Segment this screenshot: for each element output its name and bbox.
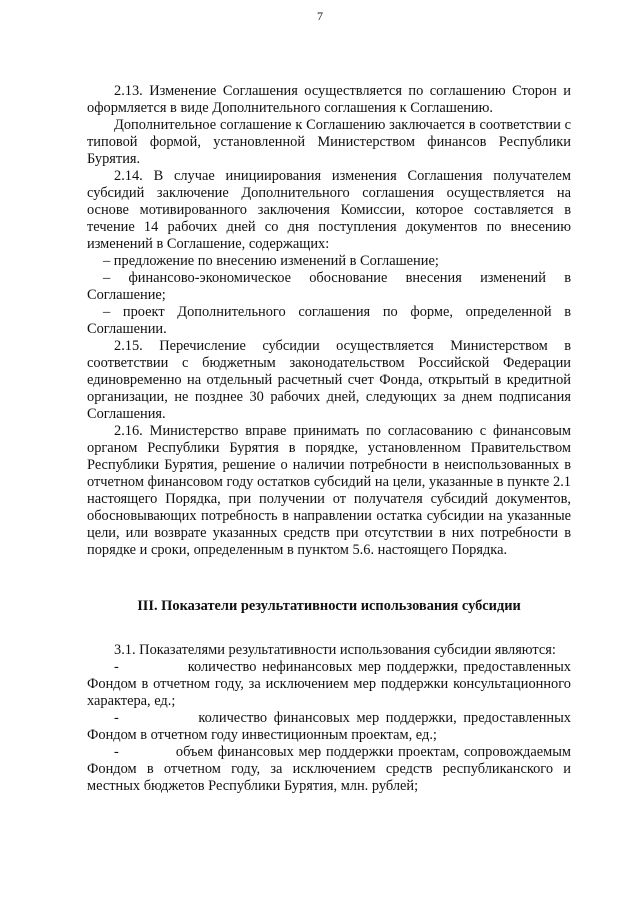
- paragraph-2-13: 2.13. Изменение Соглашения осуществляется по соглашению Сторон и оформляется в виде Дополнительного соглашения к Соглашению.: [87, 83, 571, 116]
- dash-item-justification: – финансово-экономическое обоснование внесения изменений в Соглашение;: [87, 270, 571, 303]
- page-number: 7: [317, 9, 323, 23]
- paragraph-3-1: 3.1. Показателями результативности использования субсидии являются:: [114, 642, 556, 658]
- list-item-nonfinancial-measures: - количество нефинансовых мер поддержки, предоставленных Фондом в отчетном году, за исключением мер поддержки консультационного характера, ед.;: [87, 659, 575, 709]
- list-item-financial-measures: - количество финансовых мер поддержки, предоставленных Фондом в отчетном году инвестиционным проектам, ед.;: [87, 710, 575, 743]
- dash-item-draft: – проект Дополнительного соглашения по форме, определенной в Соглашении.: [87, 304, 571, 337]
- paragraph-additional-agreement: Дополнительное соглашение к Соглашению заключается в соответствии с типовой формой, установленной Министерством финансов Республики Бурятия.: [87, 117, 571, 167]
- list-item-financial-volume: - объем финансовых мер поддержки проектам, сопровождаемым Фондом в отчетном году, за исключением средств республиканского и местных бюджетов Республики Бурятия, млн. рублей;: [87, 744, 575, 794]
- paragraph-2-16: 2.16. Министерство вправе принимать по согласованию с финансовым органом Республики Бурятия в порядке, установленном Правительством Республики Бурятия, решение о наличии потребности в неиспользованных в отчетном финансовом году остатков субсидий на цели, указанные в пункте 2.1 настоящего Порядка, при получении от получателя субсидий документов, обосновывающих потребность в направлении остатка субсидии на указанные цели, или возврате указанных средств при отсутствии в них потребности в порядке и сроки, определенным в пунктом 5.6. настоящего Порядка.: [87, 423, 571, 558]
- section-heading: III. Показатели результативности использования субсидии: [137, 598, 521, 614]
- dash-item-proposal: – предложение по внесению изменений в Соглашение;: [103, 253, 439, 269]
- paragraph-2-15: 2.15. Перечисление субсидии осуществляется Министерством в соответствии с бюджетным законодательством Российской Федерации единовременно на отдельный расчетный счет Фонда, открытый в кредитной организации, не позднее 30 рабочих дней, следующих за днем подписания Соглашения.: [87, 338, 571, 422]
- paragraph-2-14: 2.14. В случае инициирования изменения Соглашения получателем субсидий заключение Дополнительного соглашения осуществляется на основе мотивированного заключения Комиссии, которое составляется в течение 14 рабочих дней со дня поступления документов по внесению изменений в Соглашение, содержащих:: [87, 168, 571, 252]
- document-body: [87, 83, 575, 795]
